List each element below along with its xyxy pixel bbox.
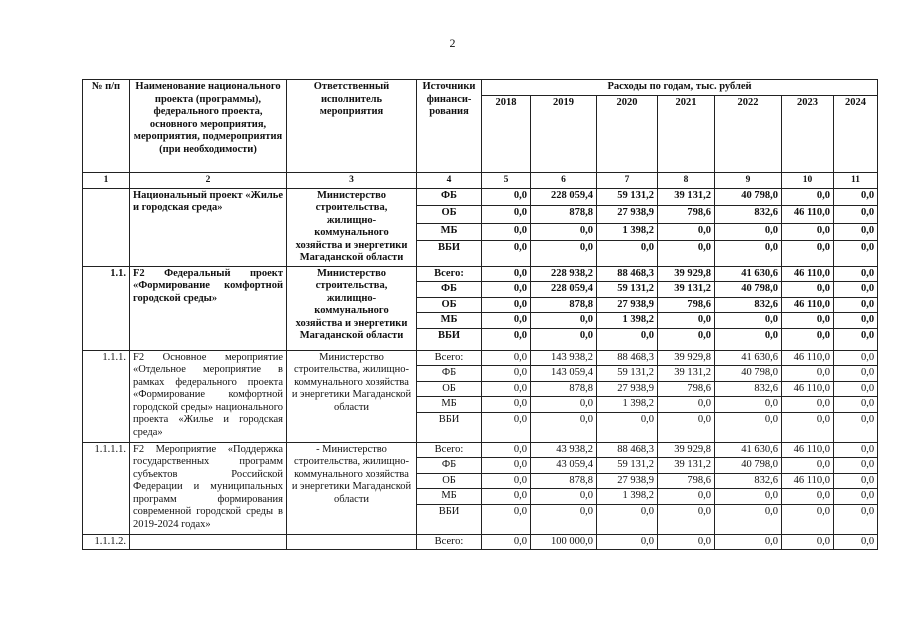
expense-value: 40 798,0	[715, 366, 782, 382]
expense-value: 832,6	[715, 206, 782, 224]
expense-value: 0,0	[482, 504, 531, 534]
expense-value: 0,0	[782, 366, 834, 382]
row-number: 1.1.	[83, 266, 130, 350]
expense-value: 46 110,0	[782, 206, 834, 224]
expense-value: 0,0	[482, 297, 531, 313]
item-name: F2 Мероприятие «Поддержка государственных программ субъектов Российской Федерации и муниципальных программ формирования современной городской среды в 2019-2024 годах»	[130, 442, 287, 534]
expense-value: 832,6	[715, 297, 782, 313]
expense-value: 0,0	[715, 504, 782, 534]
expense-value: 1 398,2	[597, 223, 658, 241]
item-name: Национальный проект «Жилье и городская среда»	[130, 188, 287, 266]
expense-value: 39 131,2	[658, 366, 715, 382]
expense-value: 832,6	[715, 381, 782, 397]
expense-value: 27 938,9	[597, 473, 658, 489]
expense-value: 0,0	[658, 328, 715, 350]
expense-value: 27 938,9	[597, 206, 658, 224]
funding-source: МБ	[417, 223, 482, 241]
expense-value: 0,0	[658, 397, 715, 413]
expense-value: 0,0	[715, 397, 782, 413]
funding-source: ОБ	[417, 206, 482, 224]
expense-value: 0,0	[834, 241, 878, 266]
item-executor: Министерство строительства, жилищно-коммунального хозяйства и энергетики Магаданской области	[287, 350, 417, 442]
expense-value: 0,0	[782, 223, 834, 241]
item-executor: Министерство строительства, жилищно-коммунального хозяйства и энергетики Магаданской области	[287, 266, 417, 350]
expense-value: 0,0	[715, 223, 782, 241]
expense-value: 832,6	[715, 473, 782, 489]
column-number: 7	[597, 173, 658, 189]
expense-value: 0,0	[834, 534, 878, 550]
row-number	[83, 188, 130, 266]
header-year: 2022	[715, 95, 782, 173]
expense-value: 0,0	[658, 241, 715, 266]
expense-value: 0,0	[715, 489, 782, 505]
expense-value: 0,0	[597, 534, 658, 550]
funding-source: ВБИ	[417, 412, 482, 442]
header-year: 2020	[597, 95, 658, 173]
expense-value: 0,0	[782, 188, 834, 206]
expense-value: 0,0	[782, 534, 834, 550]
expense-value: 59 131,2	[597, 188, 658, 206]
expense-value: 0,0	[715, 412, 782, 442]
expense-value: 798,6	[658, 206, 715, 224]
funding-source: ВБИ	[417, 241, 482, 266]
header-year: 2019	[531, 95, 597, 173]
expense-value: 0,0	[782, 458, 834, 474]
expense-value: 0,0	[482, 223, 531, 241]
expense-value: 0,0	[482, 328, 531, 350]
funding-source: МБ	[417, 397, 482, 413]
expense-value: 0,0	[834, 297, 878, 313]
expense-value: 228 059,4	[531, 188, 597, 206]
expense-value: 0,0	[782, 313, 834, 329]
expense-value: 0,0	[834, 381, 878, 397]
header-year: 2023	[782, 95, 834, 173]
expense-value: 46 110,0	[782, 473, 834, 489]
expense-value: 88 468,3	[597, 266, 658, 282]
expense-value: 0,0	[782, 328, 834, 350]
column-numbers-row	[83, 173, 878, 189]
expense-value: 40 798,0	[715, 458, 782, 474]
expense-value: 0,0	[482, 397, 531, 413]
expense-value: 0,0	[531, 223, 597, 241]
header-name: Наименование национального проекта (программы), федерального проекта, основного мероприятия, мероприятия, подмероприятия (при необходимости)	[130, 80, 287, 173]
funding-source: ОБ	[417, 297, 482, 313]
expense-value: 88 468,3	[597, 350, 658, 366]
table-body	[83, 188, 878, 550]
header-sources: Источники финанси-рования	[417, 80, 482, 173]
expense-value: 0,0	[658, 534, 715, 550]
expense-value: 0,0	[531, 397, 597, 413]
expense-value: 0,0	[834, 206, 878, 224]
expense-value: 0,0	[834, 282, 878, 298]
expense-value: 0,0	[658, 412, 715, 442]
expense-value: 0,0	[482, 489, 531, 505]
expense-value: 39 131,2	[658, 282, 715, 298]
table-row	[83, 350, 878, 366]
budget-table	[82, 79, 878, 550]
table-row	[83, 266, 878, 282]
expense-value: 0,0	[597, 504, 658, 534]
expense-value: 41 630,6	[715, 442, 782, 458]
expense-value: 0,0	[834, 223, 878, 241]
column-number: 2	[130, 173, 287, 189]
expense-value: 798,6	[658, 381, 715, 397]
funding-source: Всего:	[417, 534, 482, 550]
expense-value: 0,0	[597, 241, 658, 266]
expense-value: 0,0	[834, 442, 878, 458]
column-number: 4	[417, 173, 482, 189]
expense-value: 0,0	[482, 266, 531, 282]
expense-value: 0,0	[715, 313, 782, 329]
expense-value: 46 110,0	[782, 442, 834, 458]
expense-value: 0,0	[834, 412, 878, 442]
expense-value: 0,0	[834, 266, 878, 282]
expense-value: 0,0	[482, 442, 531, 458]
expense-value: 878,8	[531, 473, 597, 489]
expense-value: 0,0	[715, 328, 782, 350]
header-year: 2018	[482, 95, 531, 173]
funding-source: ВБИ	[417, 504, 482, 534]
funding-source: Всего:	[417, 442, 482, 458]
expense-value: 43 059,4	[531, 458, 597, 474]
expense-value: 0,0	[531, 313, 597, 329]
item-name: F2 Федеральный проект «Формирование комфортной городской среды»	[130, 266, 287, 350]
expense-value: 0,0	[834, 188, 878, 206]
expense-value: 59 131,2	[597, 458, 658, 474]
expense-value: 0,0	[834, 473, 878, 489]
expense-value: 0,0	[531, 328, 597, 350]
expense-value: 0,0	[834, 350, 878, 366]
expense-value: 46 110,0	[782, 381, 834, 397]
expense-value: 1 398,2	[597, 397, 658, 413]
header-year: 2021	[658, 95, 715, 173]
row-number: 1.1.1.2.	[83, 534, 130, 550]
column-number: 1	[83, 173, 130, 189]
header-expenses: Расходы по годам, тыс. рублей	[482, 80, 878, 96]
column-number: 8	[658, 173, 715, 189]
expense-value: 0,0	[782, 397, 834, 413]
item-executor	[287, 534, 417, 550]
expense-value: 43 938,2	[531, 442, 597, 458]
expense-value: 88 468,3	[597, 442, 658, 458]
expense-value: 0,0	[658, 504, 715, 534]
expense-value: 0,0	[834, 313, 878, 329]
funding-source: ОБ	[417, 381, 482, 397]
expense-value: 0,0	[834, 489, 878, 505]
expense-value: 46 110,0	[782, 350, 834, 366]
column-number: 3	[287, 173, 417, 189]
expense-value: 39 131,2	[658, 458, 715, 474]
expense-value: 40 798,0	[715, 282, 782, 298]
expense-value: 40 798,0	[715, 188, 782, 206]
row-number: 1.1.1.1.	[83, 442, 130, 534]
expense-value: 0,0	[715, 534, 782, 550]
page-number: 2	[449, 36, 456, 50]
expense-value: 1 398,2	[597, 489, 658, 505]
expense-value: 39 929,8	[658, 350, 715, 366]
table-row	[83, 442, 878, 458]
expense-value: 0,0	[834, 504, 878, 534]
header-executor: Ответственный исполнитель мероприятия	[287, 80, 417, 173]
expense-value: 0,0	[715, 241, 782, 266]
item-name	[130, 534, 287, 550]
expense-value: 0,0	[834, 458, 878, 474]
expense-value: 46 110,0	[782, 297, 834, 313]
expense-value: 143 938,2	[531, 350, 597, 366]
column-number: 9	[715, 173, 782, 189]
expense-value: 0,0	[482, 350, 531, 366]
expense-value: 0,0	[482, 473, 531, 489]
expense-value: 0,0	[658, 489, 715, 505]
expense-value: 878,8	[531, 297, 597, 313]
expense-value: 228 059,4	[531, 282, 597, 298]
expense-value: 39 929,8	[658, 266, 715, 282]
funding-source: ФБ	[417, 282, 482, 298]
expense-value: 41 630,6	[715, 350, 782, 366]
expense-value: 0,0	[782, 241, 834, 266]
expense-value: 0,0	[782, 412, 834, 442]
expense-value: 228 938,2	[531, 266, 597, 282]
expense-value: 0,0	[531, 489, 597, 505]
expense-value: 878,8	[531, 381, 597, 397]
expense-value: 1 398,2	[597, 313, 658, 329]
funding-source: Всего:	[417, 266, 482, 282]
funding-source: МБ	[417, 313, 482, 329]
funding-source: ВБИ	[417, 328, 482, 350]
column-number: 6	[531, 173, 597, 189]
expense-value: 59 131,2	[597, 282, 658, 298]
column-number: 10	[782, 173, 834, 189]
expense-value: 27 938,9	[597, 381, 658, 397]
expense-value: 0,0	[531, 504, 597, 534]
expense-value: 0,0	[482, 282, 531, 298]
expense-value: 0,0	[782, 282, 834, 298]
column-number: 5	[482, 173, 531, 189]
expense-value: 27 938,9	[597, 297, 658, 313]
expense-value: 0,0	[482, 534, 531, 550]
expense-value: 0,0	[597, 328, 658, 350]
funding-source: МБ	[417, 489, 482, 505]
expense-value: 0,0	[782, 504, 834, 534]
header-num: № п/п	[83, 80, 130, 173]
expense-value: 0,0	[834, 397, 878, 413]
expense-value: 0,0	[782, 489, 834, 505]
expense-value: 0,0	[482, 366, 531, 382]
funding-source: ОБ	[417, 473, 482, 489]
funding-source: Всего:	[417, 350, 482, 366]
expense-value: 41 630,6	[715, 266, 782, 282]
expense-value: 39 929,8	[658, 442, 715, 458]
column-number: 11	[834, 173, 878, 189]
expense-value: 0,0	[834, 366, 878, 382]
expense-value: 0,0	[482, 381, 531, 397]
table-row	[83, 534, 878, 550]
item-executor: Министерство строительства, жилищно-коммунального хозяйства и энергетики Магаданской области	[287, 188, 417, 266]
funding-source: ФБ	[417, 458, 482, 474]
expense-value: 0,0	[834, 328, 878, 350]
funding-source: ФБ	[417, 188, 482, 206]
expense-value: 878,8	[531, 206, 597, 224]
expense-value: 0,0	[531, 412, 597, 442]
item-executor: - Министерство строительства, жилищно-коммунального хозяйства и энергетики Магаданской области	[287, 442, 417, 534]
expense-value: 100 000,0	[531, 534, 597, 550]
expense-value: 0,0	[658, 223, 715, 241]
expense-value: 0,0	[482, 241, 531, 266]
table-row	[83, 188, 878, 206]
expense-value: 0,0	[482, 206, 531, 224]
expense-value: 798,6	[658, 297, 715, 313]
expense-value: 143 059,4	[531, 366, 597, 382]
header-year: 2024	[834, 95, 878, 173]
expense-value: 0,0	[482, 313, 531, 329]
expense-value: 0,0	[597, 412, 658, 442]
expense-value: 39 131,2	[658, 188, 715, 206]
expense-value: 0,0	[482, 458, 531, 474]
row-number: 1.1.1.	[83, 350, 130, 442]
expense-value: 0,0	[658, 313, 715, 329]
expense-value: 46 110,0	[782, 266, 834, 282]
expense-value: 798,6	[658, 473, 715, 489]
expense-value: 0,0	[482, 188, 531, 206]
funding-source: ФБ	[417, 366, 482, 382]
expense-value: 0,0	[482, 412, 531, 442]
expense-value: 0,0	[531, 241, 597, 266]
item-name: F2 Основное мероприятие «Отдельное мероприятие в рамках федерального проекта «Формирование комфортной городской среды» национального проекта «Жилье и городская среда»	[130, 350, 287, 442]
expense-value: 59 131,2	[597, 366, 658, 382]
